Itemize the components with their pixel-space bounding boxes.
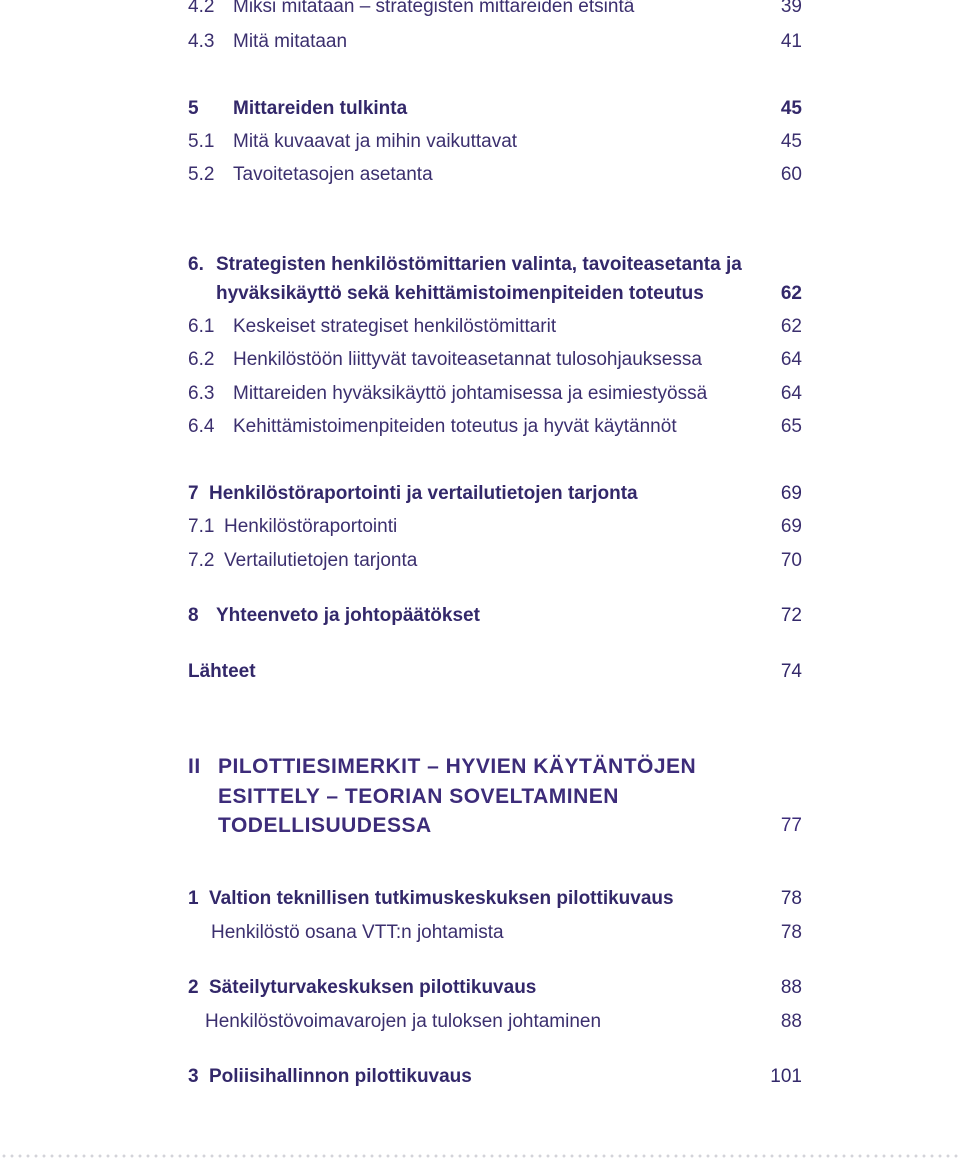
toc-number: 4.3 [188,31,215,52]
toc-number: 6.2 [188,349,215,370]
toc-number: 2 [188,977,199,998]
dotted-border [0,1152,960,1162]
toc-part [0,752,960,782]
toc-chapter [0,94,960,124]
toc-title: Säteilyturvakeskuksen pilottikuvaus [209,977,537,998]
toc-title: Strategisten henkilöstömittarien valinta, tavoiteasetanta ja [216,254,742,275]
toc-number: 6.4 [188,416,215,437]
toc-entry [0,312,960,342]
toc-title: Vertailutietojen tarjonta [224,550,418,571]
toc-title: Henkilöstöraportointi [224,516,398,537]
toc-chapter [0,973,960,1003]
toc-page: 64 [780,383,802,404]
toc-number: 7 [188,483,199,504]
toc-page: 62 [780,316,802,337]
toc-chapter [0,884,960,914]
toc-page: 62 [780,283,802,304]
toc-page: 69 [780,516,802,537]
toc-page: 70 [780,550,802,571]
toc-number: 7.1 [188,516,215,537]
toc-title: Henkilöstö osana VTT:n johtamista [211,922,504,943]
toc-number: 4.2 [188,0,215,17]
toc-page: 60 [780,164,802,185]
toc-entry [0,918,960,948]
toc-chapter [0,1062,960,1092]
toc-number: II [188,755,201,778]
toc-page: 78 [780,922,802,943]
toc-entry [0,379,960,409]
toc-number: 8 [188,605,199,626]
toc-part-continued [0,782,960,812]
toc-page: 64 [780,349,802,370]
toc-title: Mittareiden tulkinta [233,98,408,119]
toc-title: Yhteenveto ja johtopäätökset [216,605,480,626]
toc-entry [0,546,960,576]
toc-page: 39 [780,0,802,17]
toc-chapter-continued [0,279,960,309]
toc-entry [0,160,960,190]
toc-page: 72 [780,605,802,626]
toc-title: Henkilöstöraportointi ja vertailutietojen tarjonta [209,483,638,504]
toc-number: 5.2 [188,164,215,185]
toc-title: Mittareiden hyväksikäyttö johtamisessa ja esimiestyössä [233,383,708,404]
toc-part-continued [0,811,960,841]
toc-number: 6.3 [188,383,215,404]
toc-page: 77 [780,815,802,836]
toc-number: 1 [188,888,199,909]
toc-page: 78 [780,888,802,909]
toc-chapter [0,250,960,280]
toc-number: 3 [188,1066,199,1087]
toc-number: 6.1 [188,316,215,337]
toc-page: 45 [780,131,802,152]
toc-page: 45 [780,98,802,119]
toc-title: Miksi mitataan – strategisten mittareiden etsintä [233,0,635,17]
toc-chapter [0,479,960,509]
toc-title: Poliisihallinnon pilottikuvaus [209,1066,472,1087]
toc-number: 7.2 [188,550,215,571]
toc-page: 69 [780,483,802,504]
toc-title-line3: TODELLISUUDESSA [218,814,432,837]
toc-title: Henkilöstöön liittyvät tavoiteasetannat tulosohjauksessa [233,349,702,370]
toc-title: Kehittämistoimenpiteiden toteutus ja hyvät käytännöt [233,416,677,437]
toc-title: Mitä kuvaavat ja mihin vaikuttavat [233,131,518,152]
toc-chapter [0,601,960,631]
toc-entry [0,27,960,57]
toc-entry [0,1007,960,1037]
toc-title: Mitä mitataan [233,31,348,52]
toc-entry [0,345,960,375]
toc-title: Lähteet [188,661,256,682]
toc-entry [0,412,960,442]
toc-page: 101 [770,1066,802,1087]
toc-page: 88 [780,977,802,998]
toc-entry [0,0,960,22]
toc-title: Keskeiset strategiset henkilöstömittarit [233,316,557,337]
toc-title-line2: ESITTELY – TEORIAN SOVELTAMINEN [218,785,619,808]
toc-page: 88 [780,1011,802,1032]
toc-number: 6. [188,254,204,275]
toc-number: 5 [188,98,199,119]
toc-page: 65 [780,416,802,437]
toc-chapter [0,657,960,687]
toc-title: PILOTTIESIMERKIT – HYVIEN KÄYTÄNTÖJEN [218,755,697,778]
toc-entry [0,127,960,157]
toc-entry [0,512,960,542]
toc-title-line2: hyväksikäyttö sekä kehittämistoimenpiteiden toteutus [216,283,704,304]
toc-page: 41 [780,31,802,52]
toc-title: Tavoitetasojen asetanta [233,164,433,185]
toc-title: Henkilöstövoimavarojen ja tuloksen johtaminen [205,1011,602,1032]
toc-number: 5.1 [188,131,215,152]
toc-page: 74 [780,661,802,682]
toc-title: Valtion teknillisen tutkimuskeskuksen pilottikuvaus [209,888,674,909]
